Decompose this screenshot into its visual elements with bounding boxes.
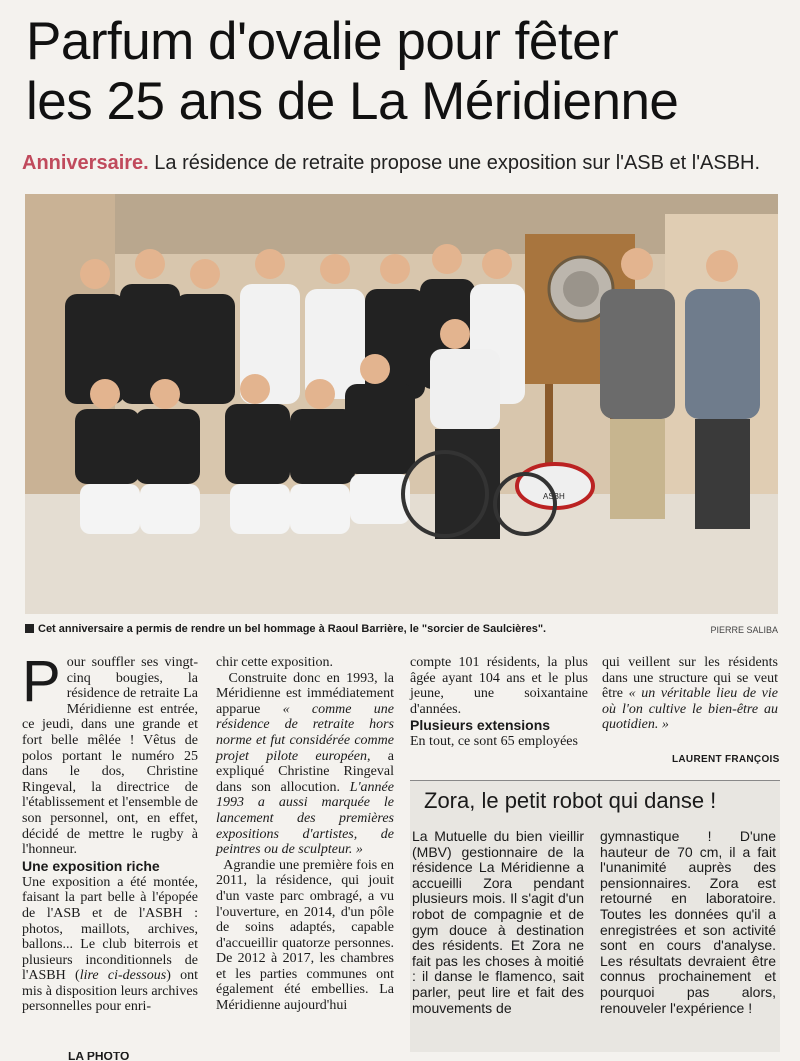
ball-label: ASBH: [543, 492, 565, 501]
box-column-right: gymnastique ! D'une hauteur de 70 cm, il a fait l'unanimité auprès des pensionnaires. Zora est retourné en laboratoire. Toutes les données qu'il a enregistrées et son activité sont en cours d'analyse. Les résultats devraient être connus prochainement et pourquoi pas alors, renouveler l'expérience !: [600, 828, 776, 1016]
article-column-3: [410, 655, 588, 775]
col3-paragraph-2: En tout, ce sont 65 employées: [410, 734, 578, 750]
col2-paragraph-1: chir cette exposition.: [216, 655, 334, 670]
dropcap: P: [22, 649, 61, 714]
box-title: Zora, le petit robot qui danse !: [424, 788, 717, 813]
footer-strip: [0, 1052, 800, 1061]
caption-text: Cet anniversaire a permis de rendre un bel hommage à Raoul Barrière, le "sorcier de Saulcières".: [38, 623, 547, 635]
headline-line-1: Parfum d'ovalie pour fêter: [26, 12, 619, 71]
kicker-tag: Anniversaire.: [22, 152, 149, 174]
photo-illustration: [25, 194, 778, 614]
headline: [26, 12, 786, 132]
article-column-2: [216, 655, 394, 1055]
col1-paragraph-2: Une exposition a été montée, faisant la part belle à l'épopée de l'ASB et de l'ASBH : photos, maillots, archives, ballons... Le club biterrois et plusieurs inconditionnels de l'ASBH (lire ci-dessous) ont mis à disposition leurs archives personnelles pour enri-: [22, 874, 199, 1015]
headline-line-2: les 25 ans de La Méridienne: [26, 72, 679, 131]
col3-paragraph-1: compte 101 résidents, la plus âgée ayant 104 ans et le plus jeune, une soixantaine d'années.: [410, 655, 588, 717]
caption-square-icon: [25, 624, 34, 633]
kicker-text: La résidence de retraite propose une exposition sur l'ASB et l'ASBH.: [154, 152, 761, 174]
author-signature: LAURENT FRANÇOIS: [672, 754, 780, 765]
photo-credit: PIERRE SALIBA: [710, 625, 778, 635]
col2-paragraph-3: Agrandie une première fois en 2011, la résidence, qui jouit d'un vaste parc ombragé, a vu l'ouverture, en 2014, d'un pôle de soins adaptés, capable d'accueillir quatorze personnes. De 2012 à 2017, les chambres et les parties communes ont également été embellies. La Méridienne aujourd'hui: [216, 857, 395, 1014]
col4-paragraph-1: qui veillent sur les résidents dans une structure qui se veut être « un véritable lieu de vie où l'on cultive le bien-être au quotidien. »: [602, 655, 778, 733]
footer-text: LA PHOTO: [68, 1052, 130, 1061]
kicker: [22, 152, 792, 175]
group-photo: [25, 194, 778, 614]
col2-paragraph-2: Construite donc en 1993, la Méridienne est immédiatement apparue « comme une résidence de retraite hors norme et fut considérée comme projet pilote européen, a expliqué Christine Ringeval dans son allocution. L'année 1993 a aussi marquée le lancement des premières expositions d'artistes, de peintres ou de sculpteur. »: [216, 670, 395, 858]
subhead-extensions: Plusieurs extensions: [410, 717, 551, 734]
photo-caption: [25, 623, 585, 635]
subhead-exposition: Une exposition riche: [22, 857, 160, 874]
box-column-left: La Mutuelle du bien vieillir (MBV) gestionnaire de la résidence La Méridienne a accueilli Zora pendant plusieurs mois. Il s'agit d'un robot de compagnie et de gym douce à destination des résidents. Et Zora ne fait pas les choses à moitié : il danse le flamenco, sait parler, peut lire et fait des mouvements de: [412, 828, 584, 1016]
article-column-4: [602, 655, 778, 745]
article-column-1: [22, 649, 199, 1050]
col1-paragraph-1: our souffler ses vingt-cinq bougies, la résidence de retraite La Méridienne est entrée, ce jeudi, dans une grande et fort belle mêlée ! Vêtus de polos portant le numéro 25 dans le dos, Christine Ringeval, la directrice de l'établissement et l'ensemble de son personnel, ont, en effet, décidé de mettre le rugby à l'honneur.: [22, 655, 198, 858]
